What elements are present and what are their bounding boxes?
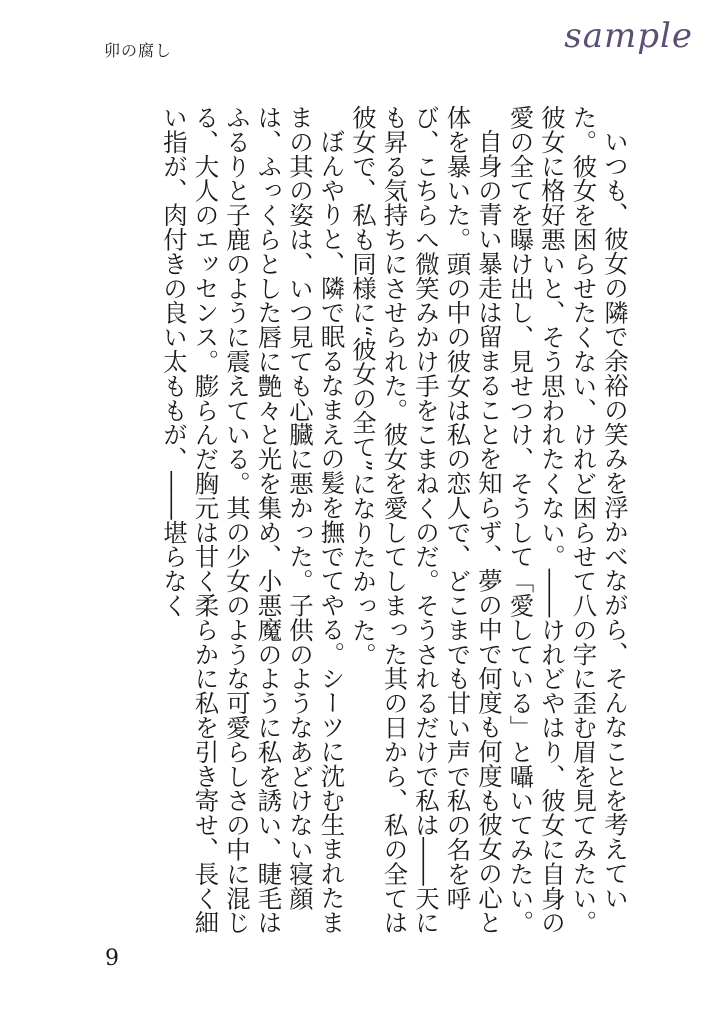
text-columns — [118, 105, 630, 950]
page-number: 9 — [105, 946, 119, 971]
running-header-title: 卯の腐し — [104, 41, 173, 60]
paragraph-2: 自身の青い暴走は留まることを知らず、夢の中で何度も何度も彼女の心と体を暴いた。頭の中の彼女は私の恋人で、どこまでも甘い声で私の名を呼び、こちらへ微笑みかけ手をこまねくのだ。そうされるだけで私は――天にも昇る気持ちにさせられた。彼女を愛してしまった其の日から、私の全ては彼女で、私も同様に“彼女の全て”になりたかった。 — [348, 105, 503, 935]
vertical-text-body — [118, 105, 630, 950]
sample-watermark: sample — [564, 16, 693, 56]
paragraph-1: いつも、彼女の隣で余裕の笑みを浮かべながら、そんなことを考えていた。彼女を困らせたくない、けれど困らせて八の字に歪む眉を見てみたい。彼女に格好悪いと、そう思われたくない。――けれどやはり、彼女に自身の愛の全てを曝け出し、見せつけ、そうして「愛している」と囁いてみたい。 — [505, 105, 629, 935]
paragraph-3: ぼんやりと、隣で眠るなまえの髪を撫でてやる。シーツに沈む生まれたままの其の姿は、いつ見ても心臓に悪かった。子供のようなあどけない寝顔は、ふっくらとした唇に艶々と光を集め、小悪魔のように私を誘い、睫毛はふるりと子鹿のように震えている。其の少女のような可愛らしさの中に混じる、大人のエッセンス。膨らんだ胸元は甘く柔らかに私を引き寄せ、長く細い指が、肉付きの良い太ももが、――堪らなく — [159, 105, 346, 935]
